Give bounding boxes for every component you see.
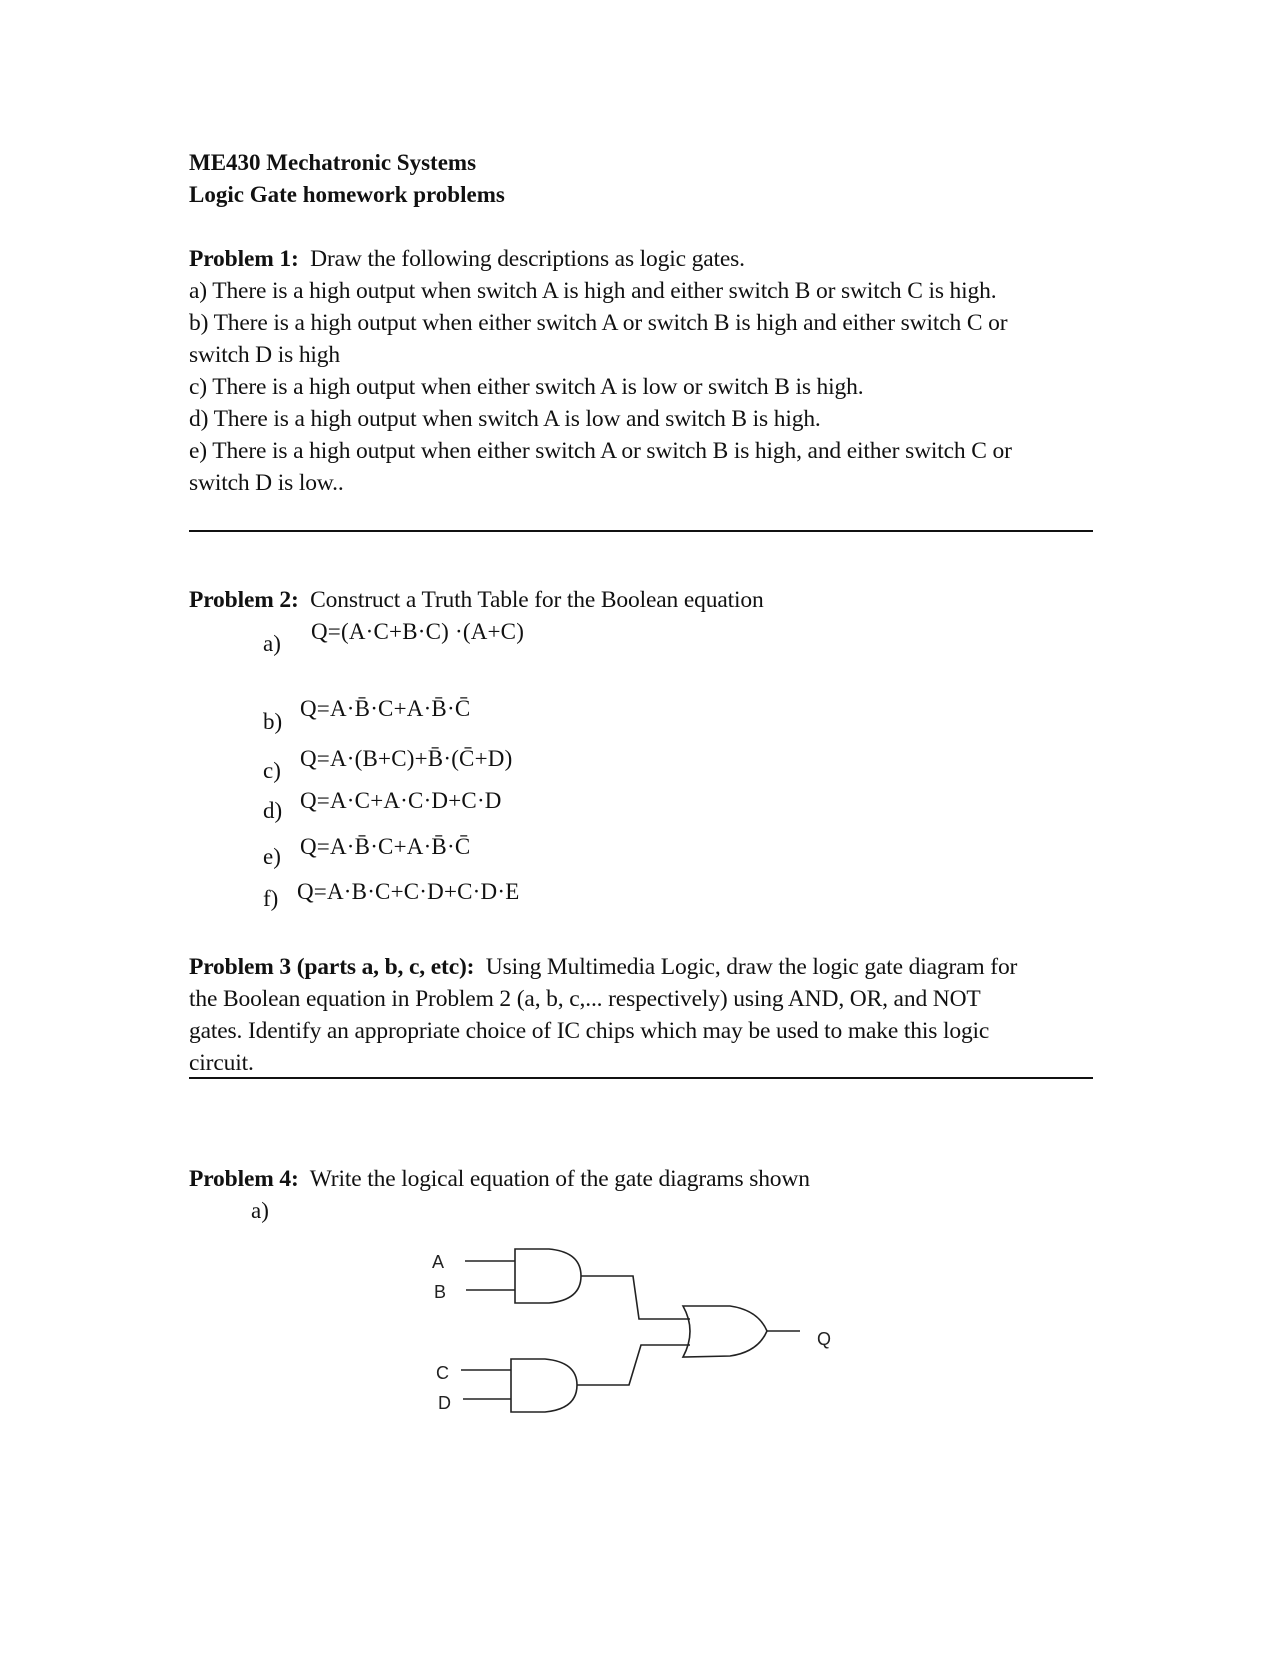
equation: Q=A·B̄·C+A·B̄·C̄ — [300, 696, 471, 721]
problem1-line: d) There is a high output when switch A is low and switch B is high. — [189, 406, 821, 432]
equation: Q=A·(B+C)+B̄·(C̄+D) — [300, 746, 513, 771]
part-label: a) — [251, 1198, 269, 1223]
problem4-prompt: Write the logical equation of the gate diagrams shown — [309, 1166, 810, 1192]
problem1-label: Problem 1: — [189, 246, 299, 272]
problem2-prompt: Construct a Truth Table for the Boolean equation — [310, 587, 764, 613]
course-title: ME430 Mechatronic Systems — [189, 150, 477, 175]
problem1-line: switch D is low.. — [189, 470, 344, 496]
and-gate-icon — [515, 1249, 581, 1303]
problem3-line: Using Multimedia Logic, draw the logic gate diagram for — [485, 954, 1018, 980]
document-subtitle: Logic Gate homework problems — [189, 182, 505, 207]
wire-and1-out — [581, 1276, 690, 1319]
equation-label: d) — [263, 798, 283, 823]
problem2-label: Problem 2: — [189, 587, 299, 613]
input-label-a: A — [432, 1252, 445, 1272]
equation: Q=A·C+A·C·D+C·D — [300, 788, 502, 813]
equation-label: a) — [263, 631, 281, 656]
problem1-line: e) There is a high output when either switch A or switch B is high, and either switch C or — [189, 438, 1012, 464]
output-label-q: Q — [817, 1329, 832, 1349]
problem1-line: a) There is a high output when switch A is high and either switch B or switch C is high. — [189, 278, 997, 304]
or-gate-icon — [683, 1306, 767, 1357]
equation: Q=(A·C+B·C) ·(A+C) — [311, 619, 525, 644]
problem1-line: switch D is high — [189, 342, 341, 368]
problem3-line: circuit. — [189, 1050, 254, 1076]
equation: Q=A·B·C+C·D+C·D·E — [297, 879, 520, 904]
problem3-label: Problem 3 (parts a, b, c, etc): — [189, 954, 475, 980]
input-label-d: D — [438, 1393, 451, 1413]
equation: Q=A·B̄·C+A·B̄·C̄ — [300, 834, 471, 859]
input-label-b: B — [434, 1282, 447, 1302]
problem3-line: the Boolean equation in Problem 2 (a, b, c,... respectively) using AND, OR, and NOT — [189, 986, 981, 1012]
problem4-label: Problem 4: — [189, 1166, 299, 1192]
and-gate-icon — [511, 1359, 577, 1412]
problem3-line: gates. Identify an appropriate choice of IC chips which may be used to make this logic — [189, 1018, 990, 1044]
problem1-line: c) There is a high output when either switch A is low or switch B is high. — [189, 374, 864, 400]
equation-label: e) — [263, 844, 281, 869]
input-label-c: C — [436, 1363, 449, 1383]
wire-and2-out — [577, 1345, 690, 1385]
equation-label: f) — [263, 886, 279, 911]
equation-label: b) — [263, 709, 283, 734]
problem1-prompt: Draw the following descriptions as logic gates. — [310, 246, 745, 272]
equation-label: c) — [263, 758, 281, 783]
problem1-line: b) There is a high output when either switch A or switch B is high and either switch C or — [189, 310, 1008, 336]
